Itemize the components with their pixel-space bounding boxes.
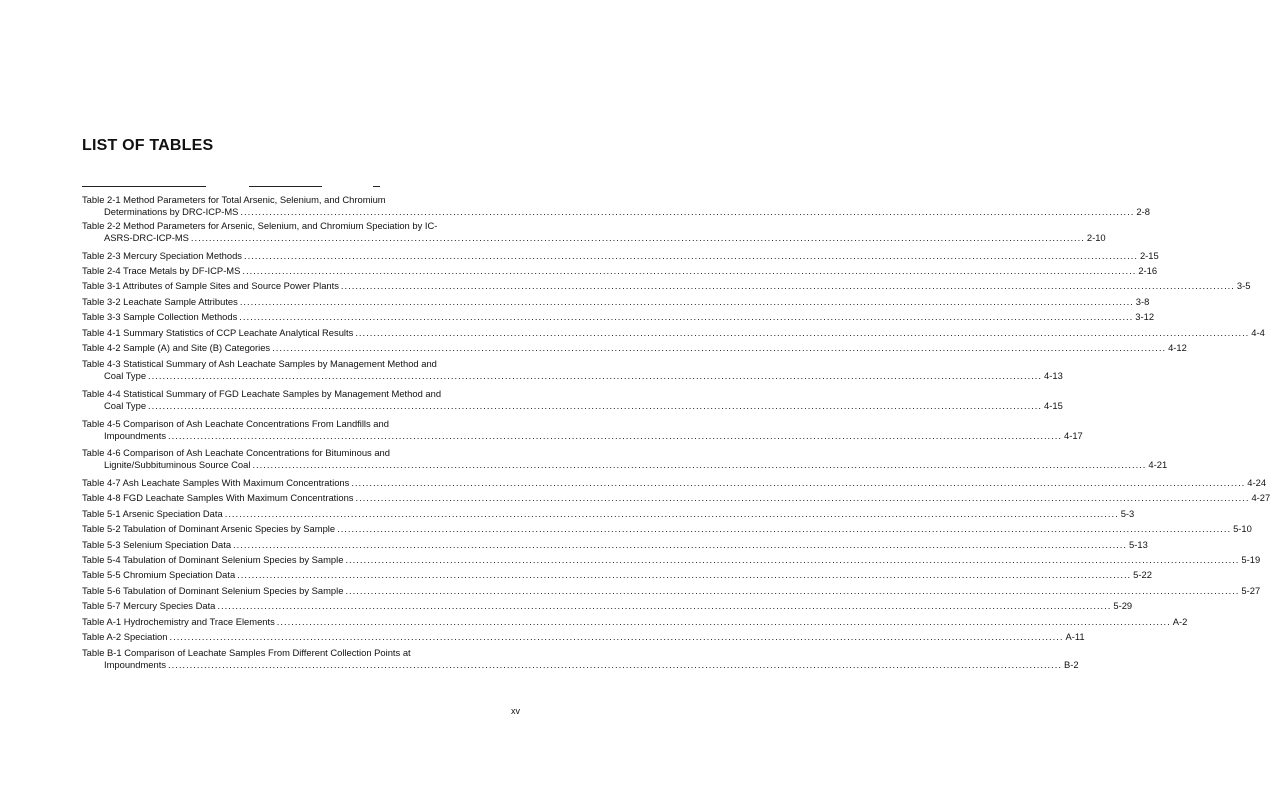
dot-leader <box>233 539 1127 551</box>
toc-entry-title: Table 2-4 Trace Metals by DF-ICP-MS <box>82 265 241 276</box>
toc-entry[interactable] <box>82 296 1150 308</box>
toc-entry-title: Table 5-3 Selenium Speciation Data <box>82 539 232 550</box>
toc-entry-page: 5-13 <box>1129 539 1148 550</box>
toc-entry-page: 2-16 <box>1138 265 1158 276</box>
dot-leader <box>272 342 1166 354</box>
toc-entry-page: 5-27 <box>1241 585 1261 596</box>
toc-entry-page: B-2 <box>1063 659 1079 670</box>
toc-entry-page: 4-13 <box>1044 370 1063 381</box>
toc-entry[interactable] <box>82 342 1187 354</box>
toc-entry-title: Table A-1 Hydrochemistry and Trace Elements <box>82 616 275 627</box>
toc-entry[interactable] <box>82 523 1252 535</box>
toc-entry[interactable] <box>82 508 1135 520</box>
toc-entry-title: Table 3-1 Attributes of Sample Sites and Source Power Plants <box>82 280 339 291</box>
dot-leader <box>244 250 1138 262</box>
dot-leader <box>277 616 1171 628</box>
toc-entry-title: Table 3-2 Leachate Sample Attributes <box>82 296 238 307</box>
dot-leader <box>169 631 1063 643</box>
toc-entry-title: Table 5-1 Arsenic Speciation Data <box>82 508 223 519</box>
toc-entry-page: 2-10 <box>1086 232 1106 243</box>
toc-entry-page: 4-15 <box>1044 400 1063 411</box>
dot-leader <box>239 311 1133 323</box>
toc-entry-page: 4-4 <box>1251 327 1265 338</box>
toc-entry-page: A-11 <box>1065 631 1085 642</box>
toc-entry[interactable] <box>82 616 1188 628</box>
toc-entry[interactable] <box>82 194 1150 218</box>
toc-entry-page: 4-24 <box>1247 477 1267 488</box>
toc-entry-page: 3-12 <box>1135 311 1155 322</box>
toc-entry-title: Table 2-1 Method Parameters for Total Arsenic, Selenium, and Chromium <box>82 194 386 205</box>
toc-entry-title: Table 5-6 Tabulation of Dominant Selenium Species by Sample <box>82 585 344 596</box>
toc-entry[interactable] <box>82 647 1079 671</box>
toc-entry-page: 5-29 <box>1113 600 1133 611</box>
toc-entry[interactable] <box>82 492 1270 504</box>
toc-entry-title: Table 4-5 Comparison of Ash Leachate Concentrations From Landfills and <box>82 418 389 429</box>
toc-entry-title: Table 4-4 Statistical Summary of FGD Leachate Samples by Management Method and <box>82 388 442 399</box>
toc-entry-title: Table 5-5 Chromium Speciation Data <box>82 569 236 580</box>
toc-entry-title: Table 5-2 Tabulation of Dominant Arsenic Species by Sample <box>82 523 336 534</box>
dot-leader <box>355 327 1249 339</box>
toc-entry-page: 5-22 <box>1133 569 1152 580</box>
header-rule-2 <box>249 186 322 187</box>
toc-entry[interactable] <box>82 327 1265 339</box>
dot-leader <box>240 206 1134 218</box>
header-rule-1 <box>82 186 206 187</box>
toc-entry-title: Table 2-2 Method Parameters for Arsenic, Selenium, and Chromium Speciation by IC- <box>82 220 438 231</box>
dot-leader <box>341 280 1235 292</box>
toc-entry-title: Impoundments <box>104 430 167 441</box>
toc-entry[interactable] <box>82 358 1063 382</box>
toc-entry-title: Table 4-2 Sample (A) and Site (B) Categories <box>82 342 271 353</box>
header-rule-3 <box>373 186 380 187</box>
toc-entry-page: 4-27 <box>1251 492 1270 503</box>
toc-entry-page: 3-5 <box>1236 280 1251 291</box>
toc-entry-page: 2-8 <box>1136 206 1150 217</box>
toc-entry-title: Coal Type <box>104 400 147 411</box>
dot-leader <box>252 459 1146 471</box>
toc-entry[interactable] <box>82 388 1063 412</box>
toc-entry-page: 5-10 <box>1233 523 1252 534</box>
toc-entry-page: 4-12 <box>1168 342 1187 353</box>
toc-entry[interactable] <box>82 554 1261 566</box>
toc-entry-title: Coal Type <box>104 370 147 381</box>
toc-entry-page: 2-15 <box>1139 250 1159 261</box>
dot-leader <box>345 585 1239 597</box>
toc-entry[interactable] <box>82 250 1159 262</box>
toc-entry-title: Table 4-6 Comparison of Ash Leachate Concentrations for Bituminous and <box>82 447 390 458</box>
page-number: xv <box>511 706 520 716</box>
toc-entry[interactable] <box>82 600 1133 612</box>
toc-entry-title: Table 2-3 Mercury Speciation Methods <box>82 250 242 261</box>
dot-leader <box>351 477 1245 489</box>
toc-entry[interactable] <box>82 265 1158 277</box>
toc-entry[interactable] <box>82 631 1085 643</box>
toc-entry[interactable] <box>82 280 1251 292</box>
toc-entry-page: 4-17 <box>1063 430 1083 441</box>
toc-entry[interactable] <box>82 311 1155 323</box>
toc-entry[interactable] <box>82 477 1267 489</box>
toc-entry-title: Table A-2 Speciation <box>82 631 168 642</box>
toc-entry[interactable] <box>82 220 1106 244</box>
toc-entry[interactable] <box>82 447 1168 471</box>
toc-entry-title: Table 4-8 FGD Leachate Samples With Maximum Concentrations <box>82 492 354 503</box>
toc-entry-page: 4-21 <box>1148 459 1168 470</box>
toc-entry-title: Table 4-7 Ash Leachate Samples With Maximum Concentrations <box>82 477 350 488</box>
dot-leader <box>355 492 1249 504</box>
dot-leader <box>237 569 1131 581</box>
toc-entry-title: Table 5-4 Tabulation of Dominant Selenium Species by Sample <box>82 554 344 565</box>
dot-leader <box>345 554 1239 566</box>
toc-entry-title: Impoundments <box>104 659 167 670</box>
dot-leader <box>337 523 1231 535</box>
toc-entry-page: 3-8 <box>1135 296 1150 307</box>
toc-entry-page: 5-3 <box>1120 508 1135 519</box>
toc-entry[interactable] <box>82 418 1083 442</box>
toc-entry[interactable] <box>82 585 1261 597</box>
toc-entry-title: ASRS-DRC-ICP-MS <box>104 232 189 243</box>
dot-leader <box>217 600 1111 612</box>
dot-leader <box>168 430 1062 442</box>
dot-leader <box>168 659 1062 671</box>
toc-entry-title: Determinations by DRC-ICP-MS <box>104 206 239 217</box>
toc-entry-title: Table B-1 Comparison of Leachate Samples From Different Collection Points at <box>82 647 411 658</box>
toc-entry-title: Table 5-7 Mercury Species Data <box>82 600 216 611</box>
dot-leader <box>148 370 1042 382</box>
dot-leader <box>225 508 1119 520</box>
toc-entry-title: Table 4-3 Statistical Summary of Ash Leachate Samples by Management Method and <box>82 358 437 369</box>
dot-leader <box>240 296 1134 308</box>
dot-leader <box>242 265 1136 277</box>
dot-leader <box>191 232 1085 244</box>
toc-entry-page: A-2 <box>1172 616 1188 627</box>
toc-entry-page: 5-19 <box>1241 554 1261 565</box>
toc-entry-title: Table 4-1 Summary Statistics of CCP Leachate Analytical Results <box>82 327 354 338</box>
toc-entry[interactable] <box>82 569 1152 581</box>
toc-entry-title: Table 3-3 Sample Collection Methods <box>82 311 238 322</box>
dot-leader <box>148 400 1042 412</box>
toc-entry-title: Lignite/Subbituminous Source Coal <box>104 459 251 470</box>
page-title: LIST OF TABLES <box>82 137 214 154</box>
toc-entry[interactable] <box>82 539 1148 551</box>
